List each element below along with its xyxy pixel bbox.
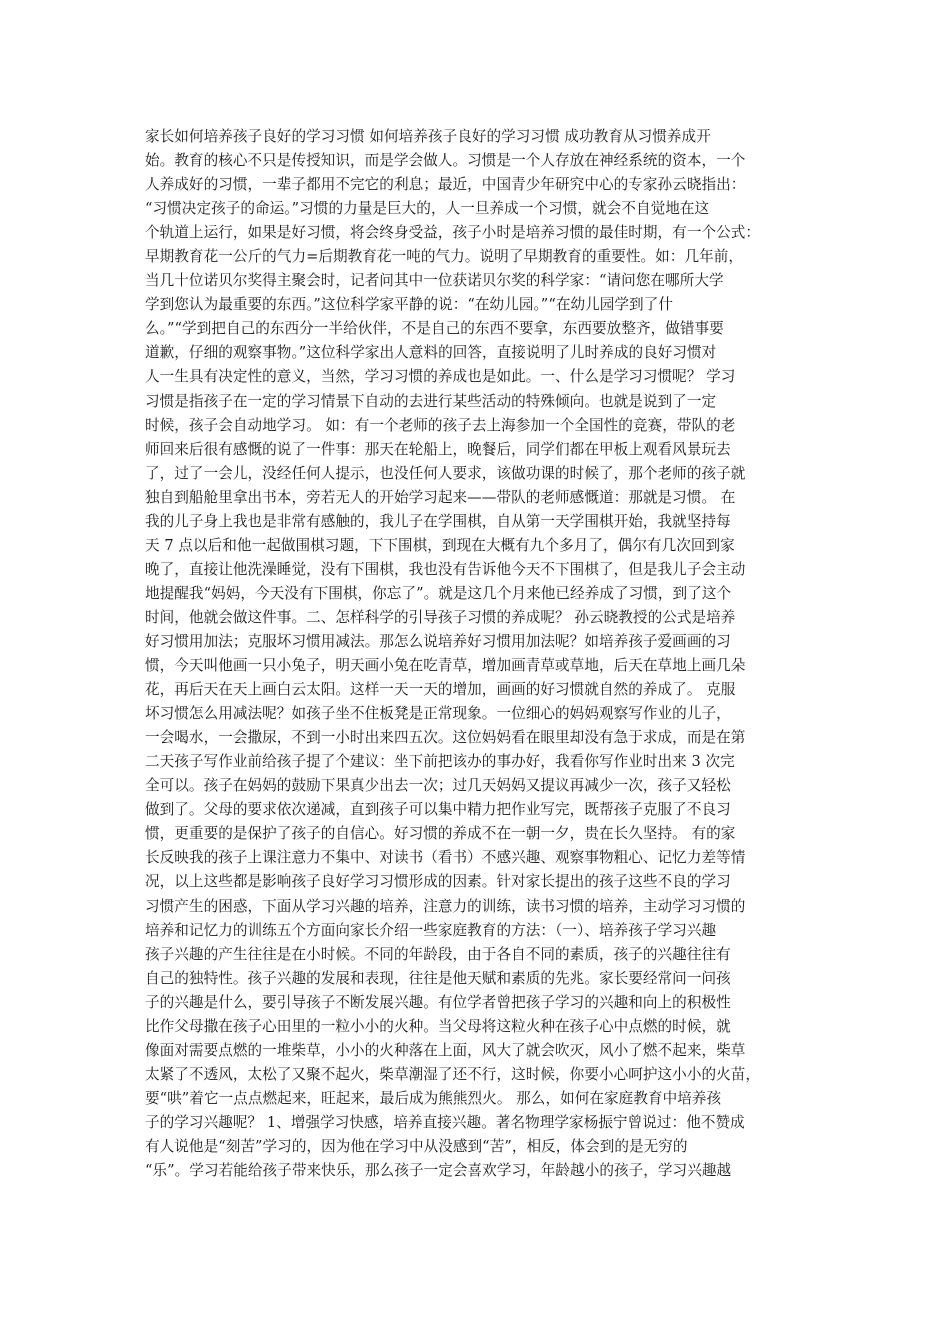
text-line: 习惯是指孩子在一定的学习情景下自动的去进行某些活动的特殊倾向。也就是说到了一定 [145, 392, 717, 410]
text-line: 况，以上这些都是影响孩子良好学习习惯形成的因素。针对家长提出的孩子这些不良的学习 [145, 873, 731, 891]
text-line: 天 7 点以后和他一起做围棋习题，下下围棋，到现在大概有九个多月了，偶尔有几次回到家 [145, 536, 735, 554]
text-line: 花，再后天在天上画白云太阳。这样一天一天的增加，画画的好习惯就自然的养成了。 克服 [145, 681, 736, 699]
text-line: 当几十位诺贝尔奖得主聚会时，记者问其中一位获诺贝尔奖的科学家：“请问您在哪所大学 [145, 272, 724, 290]
text-line: 个轨道上运行，如果是好习惯，将会终身受益，孩子小时是培养习惯的最佳时期，有一个公式： [145, 224, 761, 242]
text-line: “乐”。学习若能给孩子带来快乐，那么孩子一定会喜欢学习，年龄越小的孩子，学习兴趣越 [145, 1162, 732, 1180]
text-line: 早期教育花一公斤的气力=后期教育花一吨的气力。说明了早期教育的重要性。如：几年前， [145, 248, 744, 266]
text-line: 坏习惯怎么用减法呢？如孩子坐不住板凳是正常现象。一位细心的妈妈观察写作业的儿子， [145, 705, 731, 723]
text-line: 做到了。父母的要求依次递减，直到孩子可以集中精力把作业写完，既帮孩子克服了不良习 [145, 801, 731, 819]
text-line: 像面对需要点燃的一堆柴草，小小的火种落在上面，风大了就会吹灭，风小了燃不起来，柴草 [145, 1041, 746, 1059]
text-line: 二天孩子写作业前给孩子提了个建议：坐下前把该办的事办好，我看你写作业时出来 3 次完 [145, 753, 735, 771]
text-line: 人一生具有决定性的意义，当然，学习习惯的养成也是如此。一、什么是学习习惯呢？ 学习 [145, 368, 736, 386]
text-line: 习惯产生的困惑，下面从学习兴趣的培养，注意力的训练，读书习惯的培养，主动学习习惯的 [145, 897, 746, 915]
text-line: 有人说他是“刻苦”学习的，因为他在学习中从没感到“苦”，相反，体会到的是无穷的 [145, 1137, 688, 1155]
document-body [145, 125, 825, 1183]
text-line: 晚了，直接让他洗澡睡觉，没有下围棋，我也没有告诉他今天不下围棋了，但是我儿子会主动 [145, 560, 746, 578]
text-line: 地提醒我“妈妈，今天没有下围棋，你忘了”。就是这几个月来他已经养成了习惯，到了这个 [145, 584, 732, 602]
text-line: 我的儿子身上我也是非常有感触的，我儿子在学围棋，自从第一天学围棋开始，我就坚持每 [145, 512, 731, 530]
text-line: 要“哄”着它一点点燃起来，旺起来，最后成为熊熊烈火。 那么，如何在家庭教育中培养孩 [145, 1089, 722, 1107]
text-line: 比作父母撒在孩子心田里的一粒小小的火种。当父母将这粒火种在孩子心中点燃的时候，就 [145, 1017, 731, 1035]
text-line: 时候，孩子会自动地学习。 如：有一个老师的孩子去上海参加一个全国性的竞赛，带队的老 [145, 416, 736, 434]
text-line: 孩子兴趣的产生往往是在小时候。不同的年龄段，由于各自不同的素质，孩子的兴趣往往有 [145, 945, 731, 963]
text-line: 惯，今天叫他画一只小兔子，明天画小兔在吃青草，增加画青草或草地，后天在草地上画几朵 [145, 657, 746, 675]
text-line: 太紧了不透风，太松了又聚不起火，柴草潮湿了还不行，这时候，你要小心呵护这小小的火苗， [145, 1065, 761, 1083]
text-line: 培养和记忆力的训练五个方面向家长介绍一些家庭教育的方法：（一）、培养孩子学习兴趣 [145, 921, 717, 939]
text-line: 惯，更重要的是保护了孩子的自信心。好习惯的养成不在一朝一夕，贵在长久坚持。 有的家 [145, 825, 736, 843]
text-line: 时间，他就会做这件事。二、怎样科学的引导孩子习惯的养成呢？ 孙云晓教授的公式是培养 [145, 608, 736, 626]
text-line: 长反映我的孩子上课注意力不集中、对读书（看书）不感兴趣、观察事物粗心、记忆力差等情 [145, 849, 746, 867]
text-line: 独自到船舱里拿出书本，旁若无人的开始学习起来——带队的老师感慨道：那就是习惯。 在 [145, 488, 736, 506]
text-line: 子的兴趣是什么，要引导孩子不断发展兴趣。有位学者曾把孩子学习的兴趣和向上的积极性 [145, 993, 731, 1011]
text-line: 学到您认为最重要的东西。”这位科学家平静的说：“在幼儿园。”“在幼儿园学到了什 [145, 296, 673, 314]
text-line: 么。”“学到把自己的东西分一半给伙伴，不是自己的东西不要拿，东西要放整齐，做错事要 [145, 320, 724, 338]
text-line: 道歉，仔细的观察事物。”这位科学家出人意料的回答，直接说明了儿时养成的良好习惯对 [145, 344, 717, 362]
text-line: 自己的独特性。孩子兴趣的发展和表现，往往是他天赋和素质的先兆。家长要经常问一问孩 [145, 969, 731, 987]
text-line: 师回来后很有感慨的说了一件事：那天在轮船上，晚餐后，同学们都在甲板上观看风景玩去 [145, 440, 731, 458]
text-line: 好习惯用加法；克服坏习惯用减法。那怎么说培养好习惯用加法呢？如培养孩子爱画画的习 [145, 632, 731, 650]
text-line: 了，过了一会儿，没经任何人提示，也没任何人要求，该做功课的时候了，那个老师的孩子就 [145, 464, 746, 482]
text-line: 始。教育的核心不只是传授知识，而是学会做人。习惯是一个人存放在神经系统的资本，一个 [145, 152, 746, 170]
text-line: 一会喝水，一会撒尿，不到一小时出来四五次。这位妈妈看在眼里却没有急于求成，而是在第 [145, 729, 746, 747]
text-line: 家长如何培养孩子良好的学习习惯 如何培养孩子良好的学习习惯 成功教育从习惯养成开 [145, 128, 711, 145]
text-line: 子的学习兴趣呢？ 1、增强学习快感，培养直接兴趣。著名物理学家杨振宁曾说过：他不赞成 [145, 1113, 745, 1131]
text-line: “习惯决定孩子的命运。”习惯的力量是巨大的，人一旦养成一个习惯，就会不自觉地在这 [145, 200, 710, 218]
text-line: 全可以。孩子在妈妈的鼓励下果真少出去一次；过几天妈妈又提议再减少一次，孩子又轻松 [145, 777, 731, 795]
text-line: 人养成好的习惯，一辈子都用不完它的利息；最近，中国青少年研究中心的专家孙云晓指出： [145, 176, 746, 194]
